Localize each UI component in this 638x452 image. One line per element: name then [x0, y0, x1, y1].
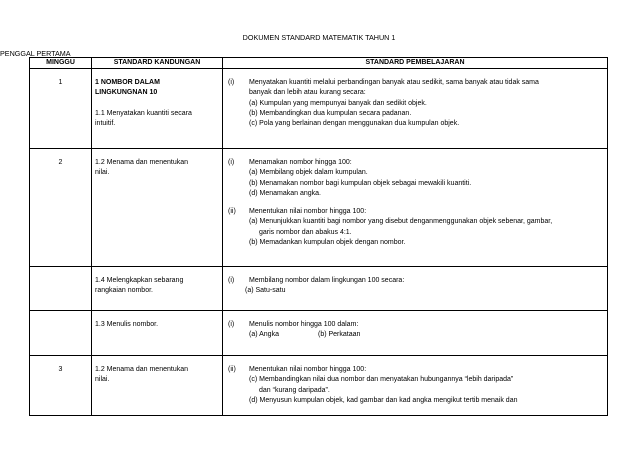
item-number: (ii) — [228, 208, 236, 216]
sub-item: (b) Memadankan kumpulan objek dengan nombor. — [249, 239, 406, 247]
section-label: PENGGAL PERTAMA — [0, 49, 71, 58]
sub-item: (a) Angka — [249, 331, 279, 339]
week-cell — [30, 311, 92, 356]
learning-standard-cell — [223, 311, 608, 356]
sub-item: (d) Menamakan angka. — [249, 189, 321, 197]
learning-standard-cell — [223, 69, 608, 149]
content-standard-cell — [92, 149, 223, 267]
content-standard-cell — [92, 311, 223, 356]
week-cell: 2 — [30, 149, 92, 267]
header-learning-standard: STANDARD PEMBELAJARAN — [223, 58, 608, 69]
sub-item: (a) Satu-satu — [245, 287, 286, 295]
item-text: Menentukan nilai nombor hingga 100: — [249, 208, 367, 216]
content-line: 1.2 Menama dan menentukan — [95, 159, 189, 166]
sub-item: (a) Kumpulan yang mempunyai banyak dan sedikit objek. — [249, 99, 427, 107]
learning-standard-cell — [223, 267, 608, 311]
sub-item-continued: dan “kurang daripada”. — [259, 386, 330, 394]
item-number: (i) — [228, 79, 235, 86]
week-cell: 3 — [30, 356, 92, 416]
syllabus-table — [29, 57, 608, 416]
sub-item: (b) Perkataan — [318, 331, 361, 339]
content-standard-cell — [92, 69, 223, 149]
sub-item: (b) Menamakan nombor bagi kumpulan objek sebagai mewakili kuantiti. — [249, 179, 472, 187]
table-row — [30, 69, 608, 149]
item-number: (i) — [228, 321, 235, 328]
document-title: DOKUMEN STANDARD MATEMATIK TAHUN 1 — [242, 33, 396, 42]
header-week: MINGGU — [30, 58, 92, 69]
sub-item-continued: garis nombor dan abakus 4:1. — [259, 228, 352, 236]
content-line: 1.1 Menyatakan kuantiti secara — [95, 109, 192, 117]
content-line: 1.2 Menama dan menentukan — [95, 366, 189, 373]
item-number: (i) — [228, 277, 235, 284]
item-text: Menentukan nilai nombor hingga 100: — [249, 366, 367, 373]
item-number: (i) — [228, 159, 235, 166]
sub-item: (b) Membandingkan dua kumpulan secara padanan. — [249, 109, 412, 117]
sub-item: (c) Membandingkan nilai dua nombor dan menyatakan hubungannya “lebih daripada” — [249, 376, 514, 384]
learning-standard-cell — [223, 356, 608, 416]
table-header-row — [30, 58, 608, 69]
week-cell — [30, 267, 92, 311]
header-content-standard: STANDARD KANDUNGAN — [92, 58, 223, 69]
content-line: 1.4 Melengkapkan sebarang — [95, 277, 184, 284]
table-row — [30, 149, 608, 267]
content-line: nilai. — [95, 169, 110, 177]
item-text: Menamakan nombor hingga 100: — [249, 159, 352, 166]
sub-item: (c) Pola yang berlainan dengan menggunakan dua kumpulan objek. — [249, 120, 460, 128]
week-cell: 1 — [30, 69, 92, 149]
item-text: Menyatakan kuantiti melalui perbandingan banyak atau sedikit, sama banyak atau tidak sama — [249, 79, 539, 86]
item-text: Membilang nombor dalam lingkungan 100 secara: — [249, 277, 405, 284]
topic-title-line: LINGKUNGNAN 10 — [95, 89, 158, 97]
table-row — [30, 267, 608, 311]
topic-title-line: 1 NOMBOR DALAM — [95, 79, 160, 86]
content-line: intuitif. — [95, 120, 116, 128]
table-row — [30, 356, 608, 416]
item-text-continued: banyak dan lebih atau kurang secara: — [249, 89, 366, 97]
sub-item: (d) Menyusun kumpulan objek, kad gambar dan kad angka mengikut tertib menaik dan — [249, 396, 518, 404]
content-standard-cell — [92, 356, 223, 416]
content-line: nilai. — [95, 376, 110, 384]
sub-item: (a) Menunjukkan kuantiti bagi nombor yang disebut denganmenggunakan objek sebenar, gambar, — [249, 218, 553, 226]
content-standard-cell — [92, 267, 223, 311]
sub-item: (a) Membilang objek dalam kumpulan. — [249, 169, 368, 177]
item-number: (ii) — [228, 366, 236, 373]
table-row — [30, 311, 608, 356]
content-line: rangkaian nombor. — [95, 287, 153, 295]
learning-standard-cell — [223, 149, 608, 267]
item-text: Menulis nombor hingga 100 dalam: — [249, 321, 359, 328]
content-line: 1.3 Menulis nombor. — [95, 321, 159, 328]
